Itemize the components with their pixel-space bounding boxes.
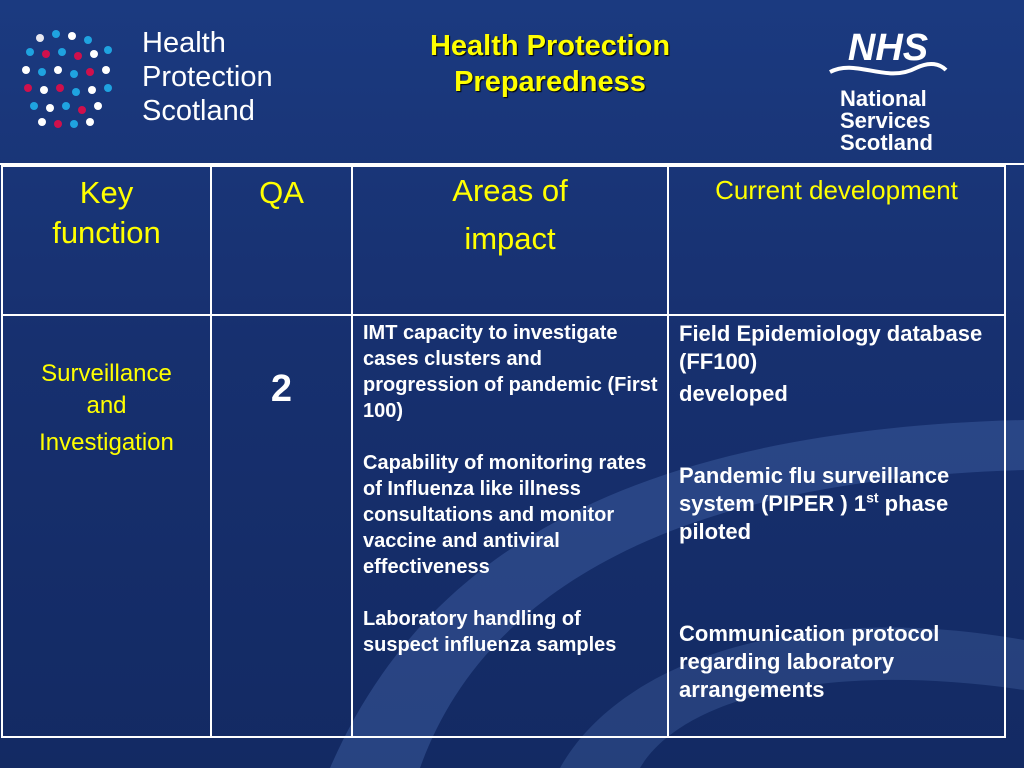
preparedness-table	[1, 165, 1006, 738]
hps-dots-icon	[18, 26, 128, 136]
title-line-1: Health Protection	[429, 30, 671, 62]
impact-item-3: Laboratory handling of suspect influenza samples	[363, 608, 617, 656]
slide-title	[360, 28, 740, 100]
header-current-development: Current development	[668, 166, 1005, 315]
header-areas-of-impact: Areas of impact	[352, 166, 668, 315]
hps-line-2: Protection	[142, 61, 273, 93]
cell-areas-of-impact	[352, 315, 668, 737]
title-line-2: Preparedness	[454, 66, 646, 98]
svg-text:NHS: NHS	[847, 27, 929, 69]
cell-qa: 2	[211, 315, 352, 737]
table-header-row	[2, 166, 1005, 315]
header-qa: QA	[211, 166, 352, 315]
cell-key-function: Surveillance and Investigation	[2, 315, 211, 737]
header-key-function: Key function	[2, 166, 211, 315]
dev-item-3: Communication protocol regarding laboratory arrangements	[679, 621, 940, 702]
dev-item-1: Field Epidemiology database (FF100)	[679, 321, 983, 374]
impact-item-1: IMT capacity to investigate cases clusters and progression of pandemic (First 100)	[363, 322, 658, 422]
nhs-line-3: Scotland	[840, 130, 933, 155]
cell-current-development	[668, 315, 1005, 737]
nhs-wordmark	[840, 88, 933, 154]
nhs-line-2: Services	[840, 108, 931, 133]
impact-item-2: Capability of monitoring rates of Influenza like illness consultations and monitor vaccine and antiviral effectiveness	[363, 452, 647, 578]
hps-line-3: Scotland	[142, 95, 255, 127]
hps-wordmark	[142, 26, 273, 128]
nhs-logo	[826, 24, 956, 156]
dev-item-2: Pandemic flu surveillance system (PIPER ) 1st phase piloted	[679, 463, 950, 544]
hps-line-1: Health	[142, 27, 226, 59]
nhs-line-1: National	[840, 86, 927, 111]
hps-logo	[18, 26, 308, 141]
table-row	[2, 315, 1005, 737]
dev-item-1-cont: developed	[679, 381, 788, 406]
